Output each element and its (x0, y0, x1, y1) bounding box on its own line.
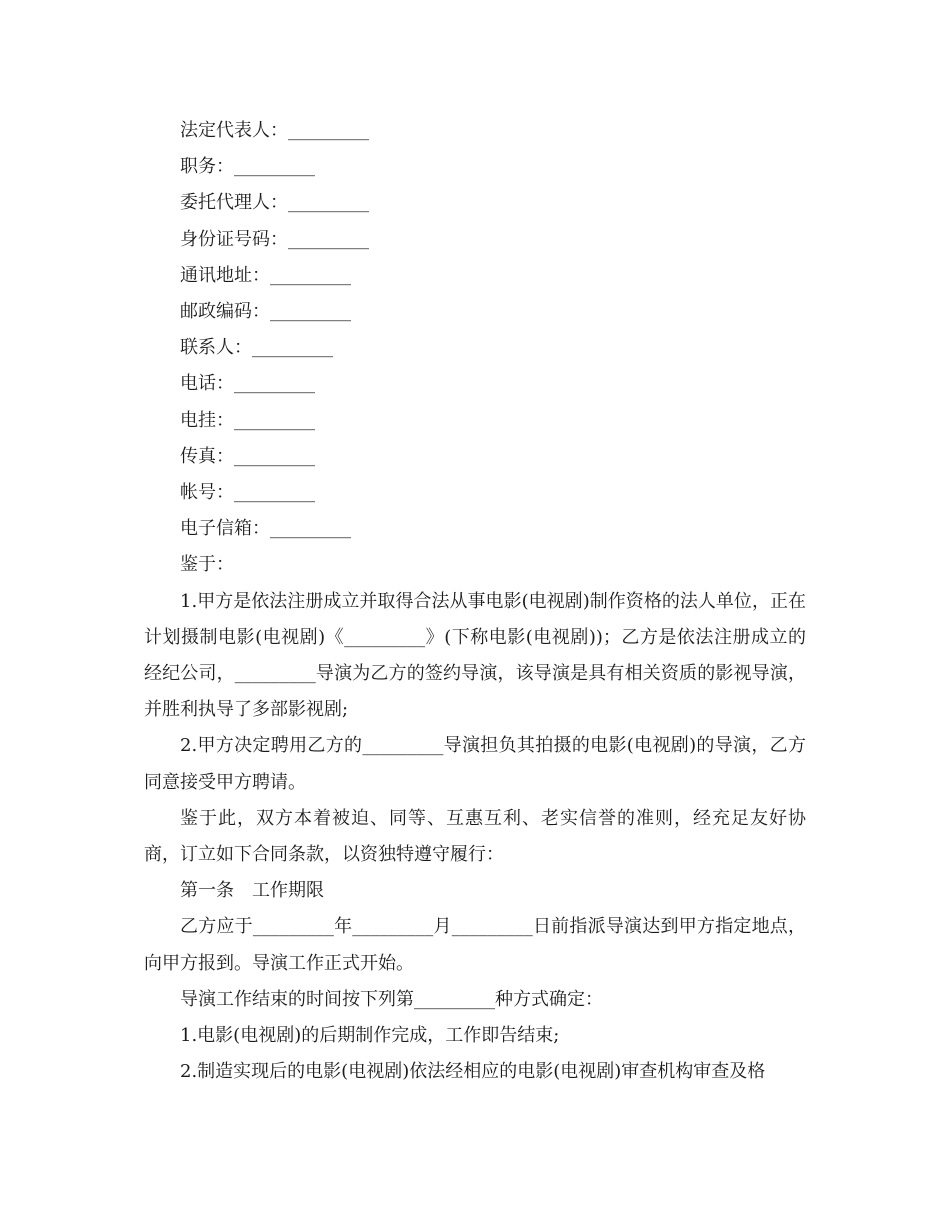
article-1-text: 乙方应于_________年_________月_________日前指派导演达到甲方指定地点，向甲方报到。导演工作正式开始。 (144, 916, 806, 974)
field-account-number: 帐号：_________ (180, 482, 315, 504)
end-time-text: 导演工作结束的时间按下列第_________种方式确定： (180, 988, 603, 1010)
field-fax: 传真：_________ (180, 445, 315, 467)
field-email: 电子信箱：_________ (180, 518, 351, 540)
field-telephone: 电话：_________ (180, 373, 315, 395)
field-legal-representative: 法定代表人：_________ (180, 120, 369, 141)
field-authorized-agent: 委托代理人：_________ (180, 192, 369, 214)
field-id-number: 身份证号码：_________ (180, 228, 369, 250)
option-2: 2.制造实现后的电影(电视剧)依法经相应的电影(电视剧)审查机构审查及格 (180, 1061, 766, 1083)
field-contact-person: 联系人：_________ (180, 337, 333, 359)
field-postal-code: 邮政编码：_________ (180, 301, 351, 323)
contract-body (144, 113, 806, 1090)
recital-1: 1.甲方是依法注册成立并取得合法从事电影(电视剧)制作资格的法人单位，正在计划摄制电影(电视剧)《_________》(下称电影(电视剧))；乙方是依法注册成立的经纪公司，_________导演为乙方的签约导演，该导演是具有相关资质的影视导演，并胜利执导了多部影视剧; (144, 590, 806, 721)
whereas-label: 鉴于： (180, 554, 234, 576)
field-position: 职务：_________ (180, 156, 315, 178)
option-1: 1.电影(电视剧)的后期制作完成，工作即告结束; (180, 1025, 560, 1047)
consensus-paragraph: 鉴于此，双方本着被迫、同等、互惠互利、老实信誉的准则，经充足友好协商，订立如下合同条款，以资独特遵守履行： (144, 807, 806, 866)
field-mailing-address: 通讯地址：_________ (180, 264, 351, 286)
field-telegraph: 电挂：_________ (180, 409, 315, 431)
recital-2: 2.甲方决定聘用乙方的_________导演担负其拍摄的电影(电视剧)的导演，乙方同意接受甲方聘请。 (144, 735, 806, 793)
article-1-title: 第一条 工作期限 (180, 880, 324, 902)
